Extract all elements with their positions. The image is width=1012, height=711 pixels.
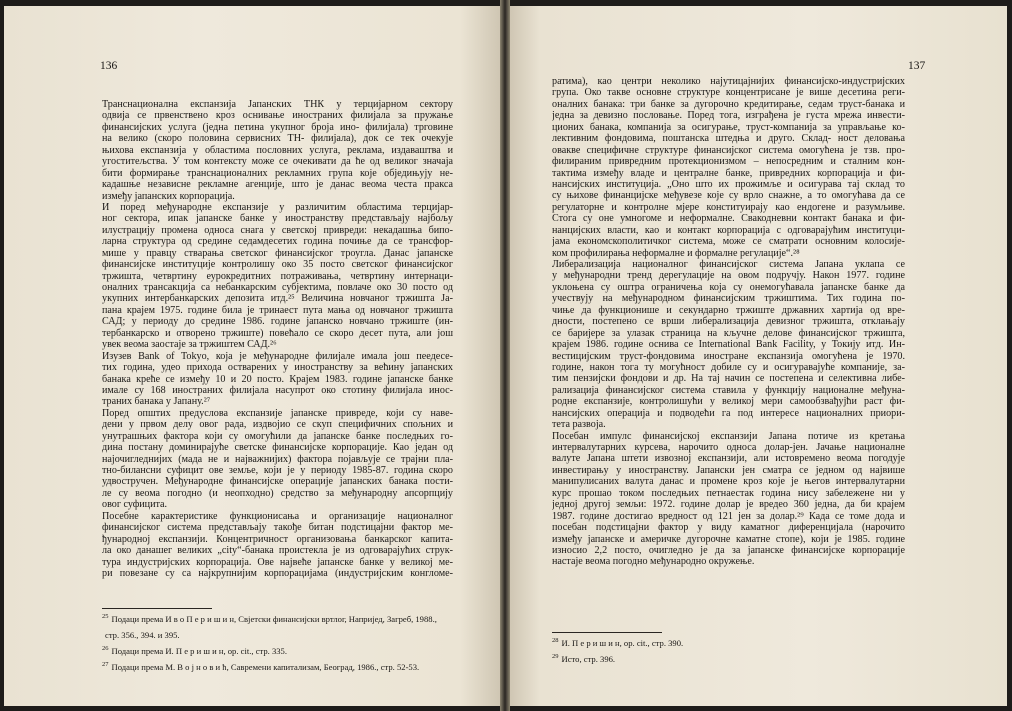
text-line: унутрашњих фактора који су омогућили да јапанске банке последњих го- bbox=[102, 430, 453, 442]
text-line: кадашње независне рекламне агенције, што је данас веома честа пракса bbox=[102, 179, 453, 191]
text-line: манипулисаних валута данас и промене кроз које је његов интервалутарни bbox=[552, 476, 905, 488]
body-text bbox=[552, 76, 905, 568]
text-line: САД; у периоду до средине 1986. године јапанско новчано тржиште (ин- bbox=[102, 316, 453, 328]
body-text bbox=[102, 99, 453, 579]
text-line: ле су веома погодно (и неопходно) средство за међународну апсорпцију bbox=[102, 487, 453, 499]
text-line: имале су 168 иностраних филијала насупрот око стотину филијала инос- bbox=[102, 384, 453, 396]
text-line: посебан подстицајни фактор у виду каматног диференцијала (нарочито bbox=[552, 522, 905, 534]
text-line: оналних трансакција са небанкарским субјектима, повлаче око 30 посто од bbox=[102, 282, 453, 293]
footnote-text: стр. 356., 394. и 395. bbox=[105, 629, 180, 640]
left-page bbox=[4, 6, 500, 706]
text-line: ла око данашег великих „city“-банака проистекла је из одговарајућих струк- bbox=[102, 545, 453, 557]
footnote bbox=[102, 658, 454, 674]
text-line: мише у правцу стварања светског финансијског троугла. Данас јапанске bbox=[102, 247, 453, 259]
text-line: ратима), као центри неколико најутицајнијих финансијско-индустријских bbox=[552, 76, 905, 87]
text-line: Либерализација националног финансијског система Јапана уклапа се bbox=[552, 259, 905, 270]
text-line: тербанкарско и отворено тржиште) повећало се скоро десет пута, али још bbox=[102, 327, 453, 339]
text-line: вестицијским труст-фондовима иностране експанзија омогућена је 1970. bbox=[552, 350, 905, 362]
text-line: тржишта, четвртину еурокредитних потраживања, четвртину интернаци- bbox=[102, 270, 453, 282]
text-line: Посебан импулс финансијској експанзији Јапана потиче из кретања bbox=[552, 430, 905, 442]
text-line: ђународној експанзији. Концентричност организовања банкарског капита- bbox=[102, 533, 453, 545]
footnote-number: 28 bbox=[552, 637, 559, 644]
footnote-number: 29 bbox=[552, 652, 559, 660]
footnotes bbox=[552, 634, 852, 666]
book-gutter bbox=[500, 0, 510, 711]
text-line: финансијских услуга (једна петина укупног броја ино- филијала) трговине bbox=[102, 121, 453, 133]
text-line: финансијске институције контролишу око 35 посто светског финансијског bbox=[102, 259, 453, 271]
text-line: крајем 1986. године оснива се International Bank Facility, у Токију итд. Ин- bbox=[552, 339, 905, 351]
page-number: 136 bbox=[100, 60, 118, 72]
text-line: тактима између владе и централне банке, привредних корпорација и фи- bbox=[552, 167, 905, 179]
text-line: регулаторне и контролне мјере конституирају као ендогене и разумљиве. bbox=[552, 201, 905, 213]
text-line: године, након тога ту могућност добиле су и осигуравајуће компаније, за- bbox=[552, 361, 905, 373]
text-line: чиње да функционише и секундарно тржиште државних хартија од вре- bbox=[552, 304, 905, 316]
text-line: дности, постепено се врши либерализација девизног тржишта, отклањају bbox=[552, 316, 905, 328]
text-line: И поред међународне експанзије у различитим областима терцијар- bbox=[102, 201, 453, 213]
text-line: рализација финансијског система ставила у функцију националне међуна- bbox=[552, 384, 905, 396]
footnote-text: И. П е р и ш и н, op. cit., стр. 390. bbox=[561, 637, 684, 648]
footnote-text: Исто, стр. 396. bbox=[561, 653, 616, 664]
right-page bbox=[510, 6, 1007, 706]
page-number: 137 bbox=[908, 60, 926, 72]
footnote bbox=[102, 610, 454, 626]
text-line: бити формирање транснационалних рекламних група које обједињују не- bbox=[102, 167, 453, 179]
text-line: тура индустријских корпорација. Ове највеће јапанске банке у великој ме- bbox=[102, 556, 453, 568]
text-line: угоститељства. У том контексту може се очекивати да ће од великог значаја bbox=[102, 156, 453, 168]
text-line: интервалутарних курсева, нарочито односа долар-јен. Јачање националне bbox=[552, 442, 905, 453]
text-line: пана крајем 1975. године била је тринаест пута мања од новчаног тржишта bbox=[102, 304, 453, 316]
text-line: банака креће се између 10 и 20 посто. Крајем 1983. године јапанске банке bbox=[102, 373, 453, 385]
text-line: између јапанске и америчке дугорочне каматне стопе), који је 1985. године bbox=[552, 533, 905, 545]
text-line: Поред општих предуслова експанзије јапанске привреде, који су наве- bbox=[102, 407, 453, 419]
text-line: Стога су оне умногоме и неформалне. Свакодневни контакт банака и фи- bbox=[552, 213, 905, 225]
text-line: ларна структура од средине седамдесетих година почиње да се трансфор- bbox=[102, 236, 453, 248]
footnote bbox=[552, 634, 852, 650]
footnote bbox=[102, 626, 454, 642]
text-line: тим пензијски фондови и др. На тај начин се постепена и селективна либе- bbox=[552, 373, 905, 385]
text-line: износио 2,2 посто, очигледно је да за јапанске финансијске корпорације bbox=[552, 544, 905, 556]
text-line: дени у првом делу овог рада, издвојио се скуп специфичних спољних и bbox=[102, 419, 453, 431]
text-line: тих година, удео прихода остварених у иностранству за већину јапанских bbox=[102, 362, 453, 374]
text-line: Изузев Bank of Tokyo, која је међународне филијале имала још пеедесе- bbox=[102, 350, 453, 362]
text-line: у међународни тренд дерегулације на овом подручју. Након 1977. године bbox=[552, 270, 905, 282]
footnote-text: Подаци према И в о П е р и ш и н, Свјетски финансијски вртлог, Напријед, Загреб, 1988., bbox=[111, 613, 437, 624]
text-line: нансијских операција и подводећи га под интересе националних приори- bbox=[552, 407, 905, 419]
text-line: нансијских институција. „Оно што их прожимље и осигурава тај склад то bbox=[552, 178, 905, 190]
text-line: укупних интербанкарских депозита итд.²⁵ Величина новчаног тржишта Ја- bbox=[102, 293, 453, 305]
footnote-number: 27 bbox=[102, 660, 109, 668]
footnote-number: 25 bbox=[102, 613, 109, 620]
text-line: њихова експанзија у областима пословних услуга, реклама, издаваштва и bbox=[102, 144, 453, 156]
text-line: траних банака у Јапану.²⁷ bbox=[102, 396, 211, 408]
text-line: тно-билансни суфицит ове земље, који је у периоду 1985-87. година скоро bbox=[102, 465, 453, 476]
text-line: настаје веома погодно међународно окружење. bbox=[552, 556, 755, 568]
footnote-text: Подаци према И. П е р и ш и н, op. cit., стр. 335. bbox=[111, 645, 287, 656]
text-line: Транснационална експанзија Јапанских ТНК у терцијарном сектору bbox=[102, 99, 453, 110]
footnote-rule bbox=[102, 608, 212, 609]
text-line: тета развоја. bbox=[552, 419, 606, 431]
text-line: су њихове финанцијске међувезе које су врло снажне, а то омогућава да се bbox=[552, 190, 905, 202]
text-line: најочигледнијих (мада не и најважнијих) фактора појављује се трајни пла- bbox=[102, 453, 453, 465]
text-line: нанцијских власти, као и контакт корпорација с одговарајућим институци- bbox=[552, 224, 905, 236]
text-line: инвестирању у иностранству. Јапански јен сматра се једном од највише bbox=[552, 464, 905, 476]
text-line: ционих банака, компанија за осигурање, труст-компанија за управљање ко- bbox=[552, 121, 905, 133]
text-line: уклоњена су оштра ограничења која су онемогућавала јапанске банке да bbox=[552, 281, 905, 293]
text-line: јама економскополитичког система, може се сматрати основним колосије- bbox=[552, 236, 905, 248]
text-line: увек веома заостаје за тржиштем САД.²⁶ bbox=[102, 339, 277, 351]
text-line: курс прошао током последњих петнаестак година нису забележене ни у bbox=[552, 487, 905, 499]
text-line: ног сектора, ипак јапанске банке у иностранству представљају најбољу bbox=[102, 213, 453, 225]
text-line: валуте Јапана штети извозној експанзији, али истовремено веома погодује bbox=[552, 453, 905, 465]
text-line: учествују на међународном финансијским тржиштима. Тих година по- bbox=[552, 293, 905, 305]
text-line: између јапанских корпорација. bbox=[102, 190, 235, 202]
text-line: лективним фондовима, поштанска штедња и друго. Склад- ност деловања bbox=[552, 133, 905, 145]
text-line: филираним привредним протекционизмом – непосредним и сталним кон- bbox=[552, 156, 905, 168]
text-line: удвостручен. Међународне финансијске операције јапанских банака пости- bbox=[102, 476, 453, 488]
text-line: група. Око такве основне структуре концентрисане је више десетина реги- bbox=[552, 87, 905, 99]
text-line: једној другој земљи: 1972. године долар је вредео 360 једна, да би крајем bbox=[552, 499, 905, 511]
text-line: ри повезане су са најкрупнијим корпорацијама (индустријским конгломе- bbox=[102, 567, 453, 579]
text-line: финансијског система представљају такође битан подстицајни фактор ме- bbox=[102, 522, 453, 534]
text-line: Посебне карактеристике функционисања и организације националног bbox=[102, 510, 453, 522]
footnote bbox=[102, 642, 454, 658]
text-line: оналних банака: три банке за дугорочно кредитирање, седам труст-банака и bbox=[552, 98, 905, 110]
text-line: одвија се првенствено кроз оснивање иностраних филијала за пружање bbox=[102, 110, 453, 122]
text-line: ком профилирања неформалне и формалне регулације“.²⁸ bbox=[552, 247, 800, 259]
text-line: се баријере за улазак страница на кључне делове финансијског тржишта, bbox=[552, 327, 905, 339]
text-line: илустрацију промена односа снага у светској привреди: некадашња бипо- bbox=[102, 224, 453, 236]
footnote bbox=[552, 650, 852, 666]
footnotes bbox=[102, 610, 454, 673]
text-line: родне експанзије, контролишући у великој мери самообзвађујћи раст фи- bbox=[552, 396, 905, 408]
footnote-rule bbox=[552, 632, 662, 633]
text-line: овакве специфичне структуре финансијског система омогућена је тзв. про- bbox=[552, 144, 905, 156]
footnote-number: 26 bbox=[102, 644, 109, 652]
text-line: дина постану доминирајуће светске финансијске корпорације. Као један од bbox=[102, 442, 453, 454]
text-line: 1987. године достигао вредност од 121 јен за долар.²⁹ Када се томе дода и bbox=[552, 510, 905, 522]
footnote-text: Подаци према М. В о ј н о в и ћ, Савремени капитализам, Београд, 1986., стр. 52-53. bbox=[111, 661, 420, 672]
text-line: једна за девизно пословање. Поред тога, изграђена је густа мрежа инвести- bbox=[552, 110, 905, 122]
text-line: овог суфицита. bbox=[102, 499, 168, 511]
text-line: на велико (скоро половина сервисних ТН- филијала), док се тек очекује bbox=[102, 133, 453, 145]
